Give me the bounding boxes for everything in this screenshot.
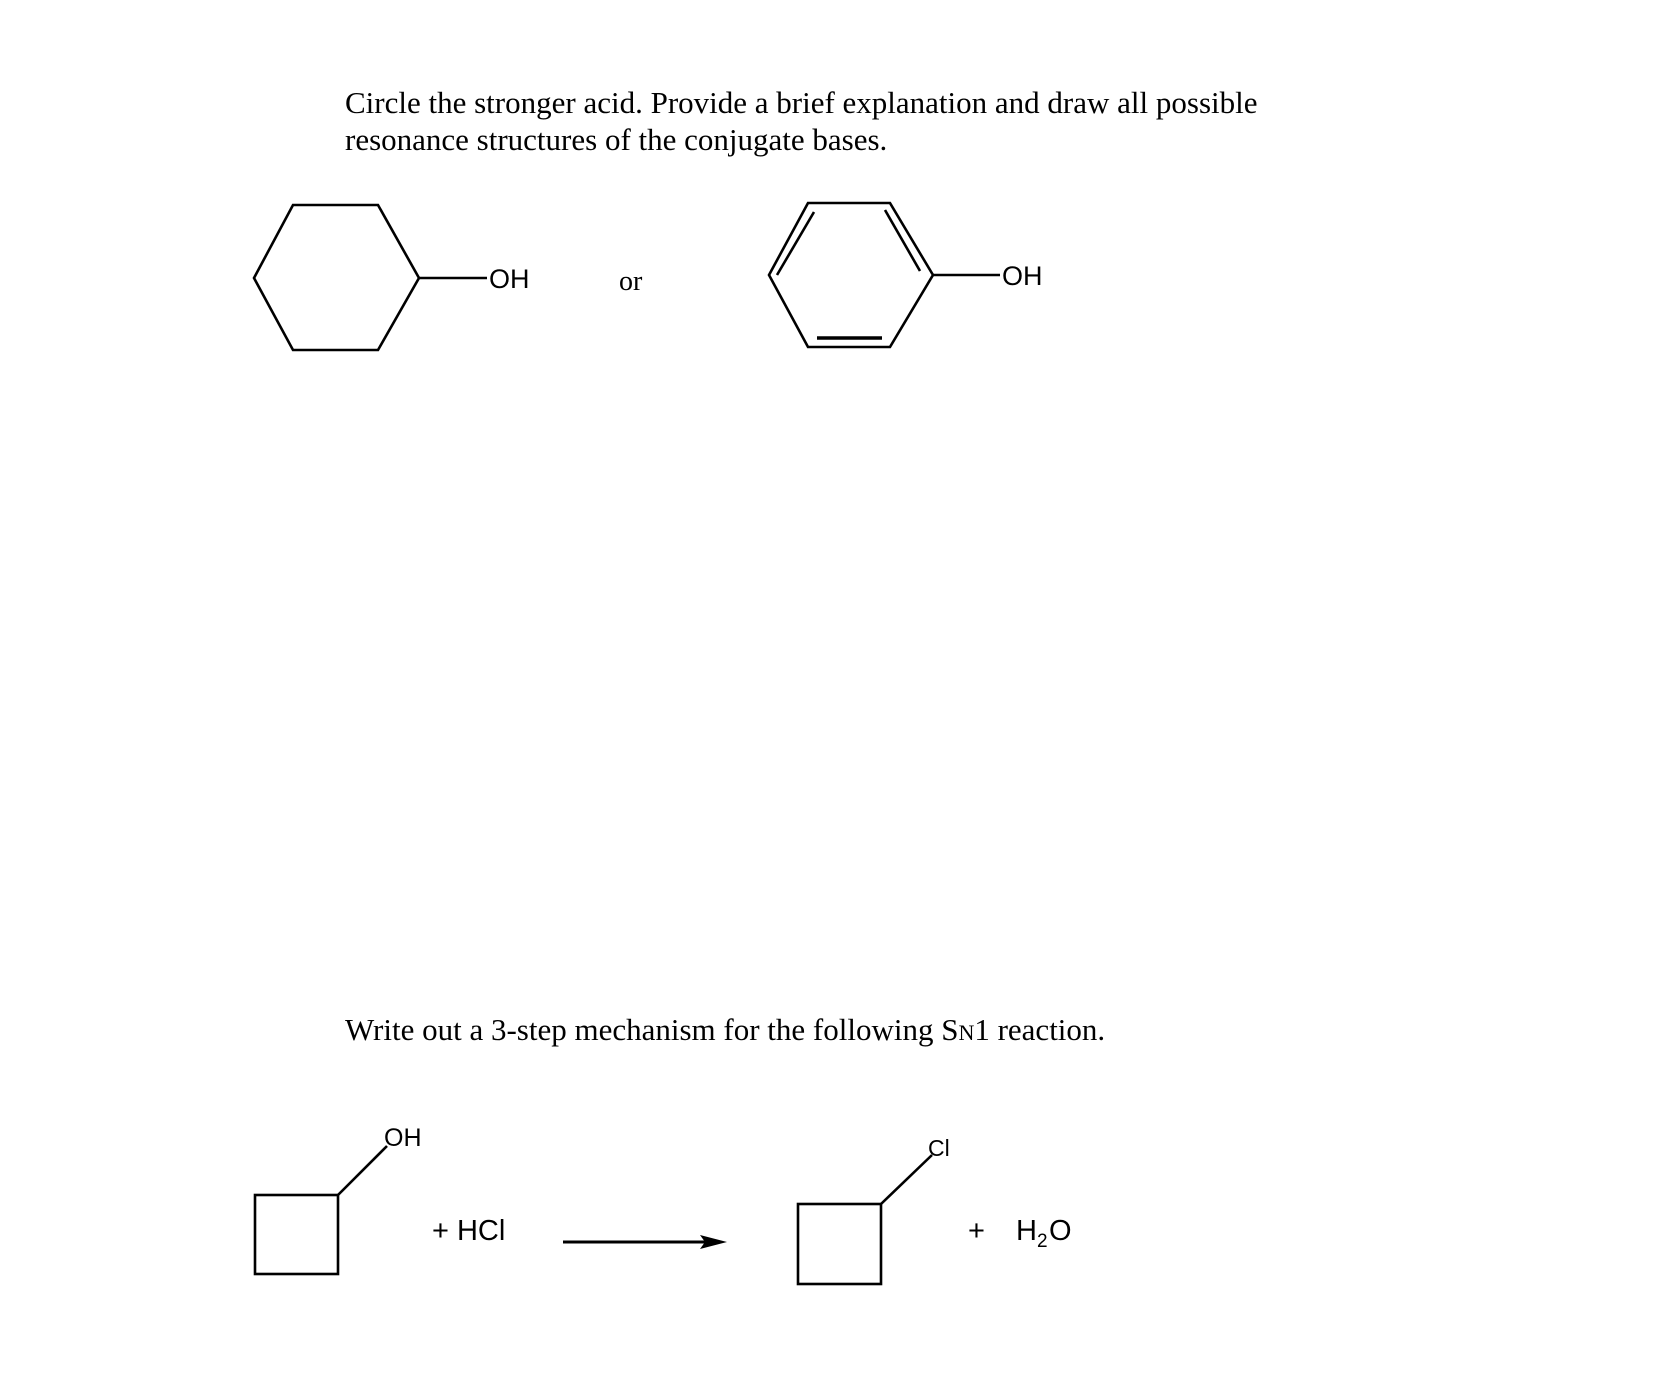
reaction-arrow [563, 1235, 727, 1249]
inner-double-bond-upper-left [777, 212, 814, 275]
cyclohexanol-structure [254, 205, 530, 350]
chlorocyclobutane-structure [798, 1135, 950, 1284]
or-separator: or [619, 266, 643, 297]
question-2-text-before: Write out a 3-step mechanism for the following S [345, 1012, 959, 1047]
byproduct-plus: + [968, 1215, 985, 1247]
byproduct-water [968, 1215, 1072, 1252]
benzene-ring [769, 203, 933, 347]
water-subscript-2: 2 [1037, 1231, 1048, 1252]
question-2-text-after: 1 reaction. [974, 1012, 1106, 1047]
phenol-oh-label: OH [1002, 261, 1043, 291]
cyclohexane-ring [254, 205, 419, 350]
cyclobutanol-structure [255, 1124, 422, 1274]
question-2-subscript-n: N [958, 1020, 975, 1045]
inner-double-bond-upper-right [885, 210, 920, 271]
reagent-hcl: + HCl [432, 1215, 506, 1247]
cyclohexanol-oh-label: OH [489, 264, 530, 294]
cyclobutane-ring-reactant [255, 1195, 338, 1274]
water-o: O [1049, 1215, 1072, 1247]
reactant-oh-label: OH [384, 1124, 422, 1152]
c-o-bond-reactant [338, 1146, 387, 1195]
water-h: H [1016, 1215, 1037, 1247]
c-cl-bond-product [881, 1155, 932, 1204]
product-cl-label: Cl [928, 1135, 950, 1161]
phenol-structure [769, 203, 1043, 347]
cyclobutane-ring-product [798, 1204, 881, 1284]
question-1-line-1: Circle the stronger acid. Provide a brief explanation and draw all possible [345, 85, 1258, 120]
question-1-line-2: resonance structures of the conjugate bases. [345, 122, 888, 157]
